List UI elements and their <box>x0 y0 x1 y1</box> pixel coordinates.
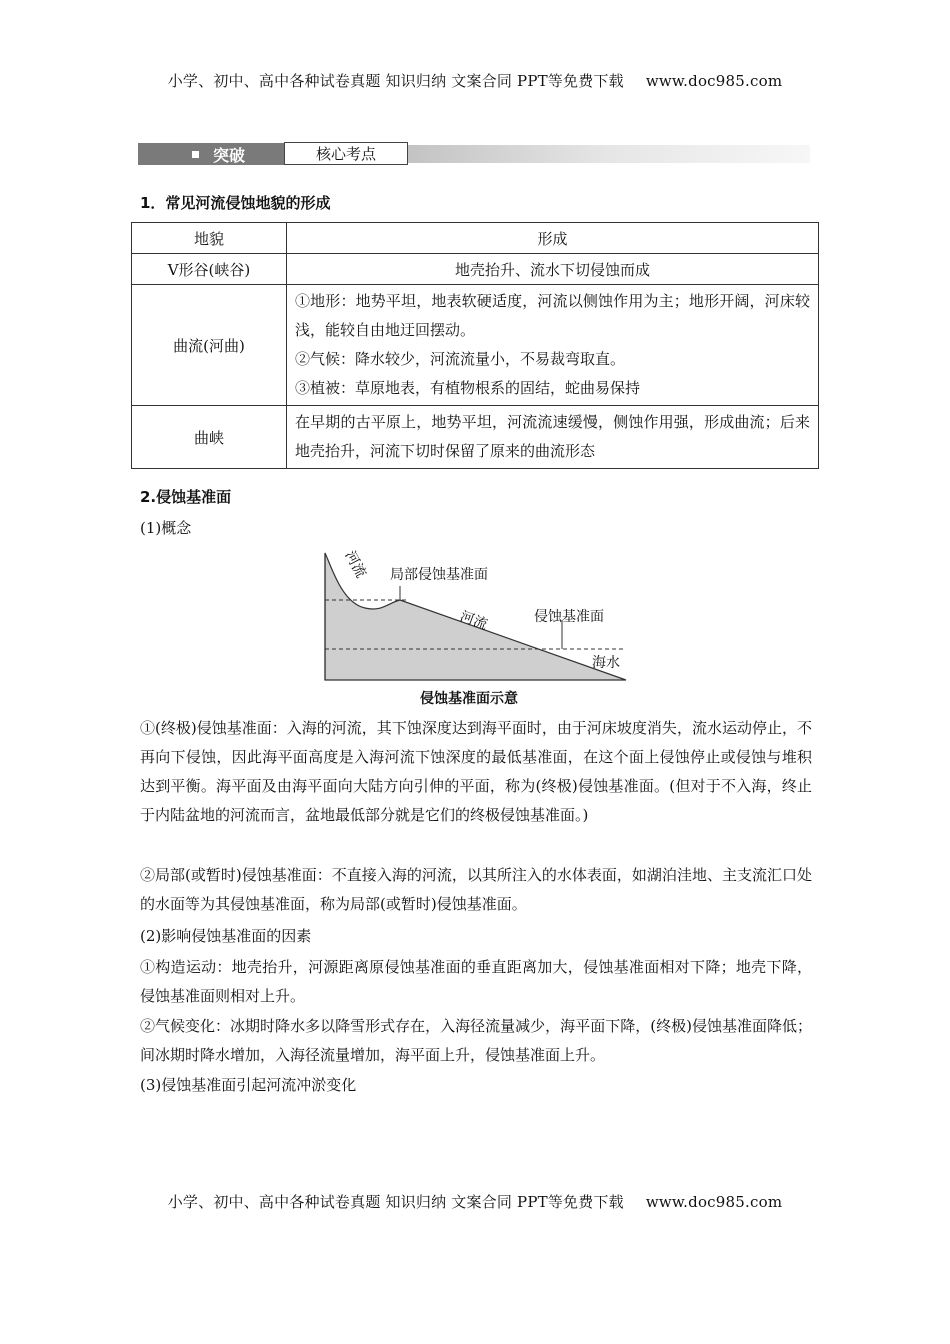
footer-url[interactable]: www.doc985.com <box>645 1193 783 1211</box>
landform-table <box>131 222 819 469</box>
subheading-erosion-deposition: (3)侵蚀基准面引起河流冲淤变化 <box>140 1076 357 1094</box>
table-row <box>132 254 819 285</box>
label-local-base: 局部侵蚀基准面 <box>390 567 488 583</box>
banner-right-box <box>284 142 408 165</box>
table-header-row <box>132 223 819 254</box>
banner-left-text: 突破 <box>213 145 246 165</box>
square-bullet-icon <box>192 151 199 158</box>
label-river-top: 河流 <box>341 548 369 581</box>
table-cell-name: V形谷(峡谷) <box>132 254 287 285</box>
subheading-concept: (1)概念 <box>140 519 192 537</box>
subheading-factors: (2)影响侵蚀基准面的因素 <box>140 927 312 945</box>
table-header-formation: 形成 <box>287 223 819 254</box>
paragraph-ultimate-base: ①(终极)侵蚀基准面：入海的河流，其下蚀深度达到海平面时，由于河床坡度消失，流水运动停止，不再向下侵蚀，因此海平面高度是入海河流下蚀深度的最低基准面，在这个面上侵蚀停止或侵蚀与堆积达到平衡。海平面及由海平面向大陆方向引伸的平面，称为(终极)侵蚀基准面。(但对于不入海，终止于内陆盆地的河流而言，盆地最低部分就是它们的终极侵蚀基准面。) <box>140 719 812 824</box>
desc-line: ③植被：草原地表，有植物根系的固结，蛇曲易保持 <box>295 379 641 397</box>
table-row <box>132 285 819 406</box>
section-banner <box>138 141 810 165</box>
section1-title: 1．常见河流侵蚀地貌的形成 <box>140 194 331 212</box>
label-river-mid: 河流 <box>457 608 490 634</box>
page-header <box>0 70 950 91</box>
banner-right-text: 核心考点 <box>315 145 376 163</box>
header-url[interactable]: www.doc985.com <box>645 72 783 90</box>
header-text: 小学、初中、高中各种试卷真题 知识归纳 文案合同 PPT等免费下载 <box>167 72 624 90</box>
paragraph-tectonic: ①构造运动：地壳抬升，河源距离原侵蚀基准面的垂直距离加大，侵蚀基准面相对下降；地壳下降，侵蚀基准面则相对上升。 <box>140 958 812 1005</box>
table-cell-desc <box>287 406 819 469</box>
footer-text: 小学、初中、高中各种试卷真题 知识归纳 文案合同 PPT等免费下载 <box>167 1193 624 1211</box>
desc-line: ①地形：地势平坦，地表软硬适度，河流以侧蚀作用为主；地形开阔，河床较浅，能较自由地迂回摆动。 <box>295 292 810 339</box>
table-cell-desc <box>287 285 819 406</box>
label-base: 侵蚀基准面 <box>534 609 604 625</box>
banner-dark-label <box>138 143 284 165</box>
table-cell-name: 曲峡 <box>132 406 287 469</box>
paragraph-climate: ②气候变化：冰期时降水多以降雪形式存在，入海径流量减少，海平面下降，(终极)侵蚀基准面降低；间冰期时降水增加，入海径流量增加，海平面上升，侵蚀基准面上升。 <box>140 1017 812 1064</box>
desc-line: 在早期的古平原上，地势平坦，河流流速缓慢，侧蚀作用强，形成曲流；后来地壳抬升，河流下切时保留了原来的曲流形态 <box>295 413 810 460</box>
figure-caption: 侵蚀基准面示意 <box>420 691 518 707</box>
table-row <box>132 406 819 469</box>
base-level-diagram <box>320 548 640 708</box>
desc-line: ②气候：降水较少，河流流量小，不易裁弯取直。 <box>295 350 626 368</box>
table-cell-name: 曲流(河曲) <box>132 285 287 406</box>
page-footer <box>0 1191 950 1212</box>
paragraph-local-base: ②局部(或暂时)侵蚀基准面：不直接入海的河流，以其所注入的水体表面，如湖泊洼地、主支流汇口处的水面等为其侵蚀基准面，称为局部(或暂时)侵蚀基准面。 <box>140 866 812 913</box>
section2-title: 2.侵蚀基准面 <box>140 488 232 506</box>
table-cell-desc: 地壳抬升、流水下切侵蚀而成 <box>287 254 819 285</box>
label-sea: 海水 <box>592 655 620 671</box>
table-header-landform: 地貌 <box>132 223 287 254</box>
